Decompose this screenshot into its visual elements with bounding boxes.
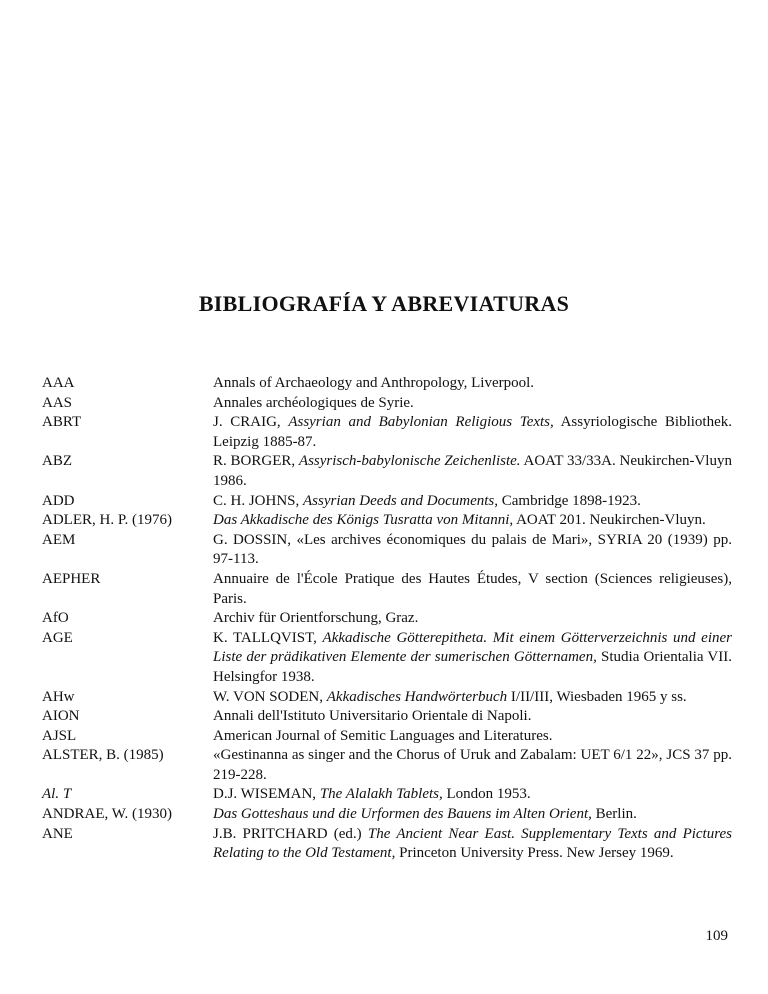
entry-abbreviation: ADLER, H. P. (1976)	[42, 512, 172, 529]
entry-text: J.B. PRITCHARD (ed.)	[213, 825, 368, 842]
entry-abbreviation: AION	[42, 708, 80, 725]
entry-title-text: Akkadisches Handwörterbuch	[326, 688, 508, 705]
entry-description	[213, 746, 732, 785]
entry-text: G. DOSSIN, «Les archives économiques du palais de Mari», SYRIA 20 (1939) pp. 97-113.	[213, 531, 732, 568]
bibliography-entry	[42, 609, 732, 629]
entry-title-text: Das Gotteshaus und die Urformen des Bauens im Alten Orient,	[213, 806, 592, 823]
bibliography-entry	[42, 707, 732, 727]
entry-abbreviation: AEPHER	[42, 570, 101, 587]
entry-description	[213, 570, 732, 609]
entry-description	[213, 374, 732, 394]
bibliography-entry	[42, 746, 732, 785]
bibliography-entry	[42, 374, 732, 394]
entry-description	[213, 394, 732, 414]
entry-description	[213, 629, 732, 688]
entry-abbreviation: AAA	[42, 375, 75, 391]
entry-abbreviation: AGE	[42, 629, 73, 646]
bibliography-entry	[42, 629, 732, 688]
entry-title-text: The Ancient Near East. Supplementary Texts and Pictures Relating to the Old Testament,	[213, 825, 732, 862]
entry-text: Annals of Archaeology and Anthropology, Liverpool.	[213, 375, 535, 391]
entry-text: Annales archéologiques de Syrie.	[213, 394, 414, 411]
entry-abbreviation: ANDRAE, W. (1930)	[42, 806, 172, 823]
entry-description	[213, 707, 732, 727]
entry-text: Annali dell'Istituto Universitario Orientale di Napoli.	[213, 708, 532, 725]
entry-title-text: Assyrian and Babylonian Religious Texts,	[288, 414, 554, 431]
bibliography-entry	[42, 492, 732, 512]
entry-abbreviation: ABRT	[42, 414, 82, 431]
bibliography-entry	[42, 531, 732, 570]
entry-title-text: Assyrian Deeds and Documents,	[303, 492, 498, 509]
bibliography-entry	[42, 570, 732, 609]
entry-title-text: Das Akkadische des Königs Tusratta von Mitanni,	[213, 512, 514, 529]
entry-text: American Journal of Semitic Languages and Literatures.	[213, 727, 553, 744]
entry-description	[213, 452, 732, 491]
entry-description	[213, 785, 732, 805]
entry-text: R. BORGER,	[213, 453, 299, 470]
bibliography-entry	[42, 413, 732, 452]
entry-description	[213, 609, 732, 629]
entry-abbreviation: ABZ	[42, 453, 72, 470]
entry-text: London 1953.	[442, 786, 531, 803]
entry-text: «Gestinanna as singer and the Chorus of Uruk and Zabalam: UET 6/1 22», JCS 37 pp. 219-228.	[213, 747, 732, 783]
bibliography-list	[42, 374, 732, 864]
entry-abbreviation: ALSTER, B. (1985)	[42, 747, 164, 764]
entry-abbreviation: AfO	[42, 610, 69, 627]
entry-text: Archiv für Orientforschung, Graz.	[213, 610, 419, 627]
entry-description	[213, 825, 732, 864]
entry-text: Berlin.	[591, 806, 637, 823]
entry-description	[213, 727, 732, 747]
entry-title-text: Akkadische Götterepitheta. Mit einem Götterverzeichnis und einer Liste der prädikativen Elemente der sumerischen Götternamen,	[213, 629, 732, 666]
entry-abbreviation: Al. T	[42, 786, 72, 803]
entry-text: Assyriologische Bibliothek. Leipzig 1885-87.	[213, 414, 732, 450]
bibliography-entry	[42, 727, 732, 747]
entry-text: Annuaire de l'École Pratique des Hautes Études, V section (Sciences religieuses), Paris.	[213, 570, 732, 607]
entry-text: D.J. WISEMAN,	[213, 786, 320, 803]
entry-text: Cambridge 1898-1923.	[498, 492, 641, 509]
bibliography-entry	[42, 825, 732, 864]
entry-description	[213, 492, 732, 512]
entry-text: Princeton University Press. New Jersey 1969.	[395, 845, 674, 862]
page-number: 109	[705, 928, 728, 944]
entry-abbreviation: AAS	[42, 394, 73, 411]
bibliography-entry	[42, 688, 732, 708]
bibliography-entry	[42, 511, 732, 531]
entry-text: AOAT 201. Neukirchen-Vluyn.	[513, 512, 706, 529]
entry-title-text: Assyrisch-babylonische Zeichenliste.	[298, 453, 521, 470]
entry-title-text: The Alalakh Tablets,	[319, 786, 443, 803]
entry-abbreviation: ANE	[42, 825, 73, 842]
entry-text: Studia Orientalia VII. Helsingfor 1938.	[213, 649, 733, 685]
entry-text: J. CRAIG,	[213, 414, 289, 431]
bibliography-entry	[42, 805, 732, 825]
entry-description	[213, 805, 732, 825]
entry-text: K. TALLQVIST,	[213, 629, 323, 646]
entry-description	[213, 688, 732, 708]
entry-text: I/II/III, Wiesbaden 1965 y ss.	[507, 688, 687, 705]
bibliography-entry	[42, 785, 732, 805]
entry-text: C. H. JOHNS,	[213, 492, 304, 509]
bibliography-entry	[42, 394, 732, 414]
entry-abbreviation: AHw	[42, 688, 75, 705]
entry-text: W. VON SODEN,	[213, 688, 327, 705]
entry-description	[213, 531, 732, 570]
entry-text: AOAT 33/33A. Neukirchen-Vluyn 1986.	[213, 453, 732, 489]
bibliography-entry	[42, 452, 732, 491]
entry-abbreviation: AJSL	[42, 727, 77, 744]
entry-description	[213, 511, 732, 531]
entry-abbreviation: AEM	[42, 531, 76, 548]
entry-abbreviation: ADD	[42, 492, 75, 509]
entry-description	[213, 413, 732, 452]
page-title: BIBLIOGRAFÍA Y ABREVIATURAS	[198, 290, 570, 316]
